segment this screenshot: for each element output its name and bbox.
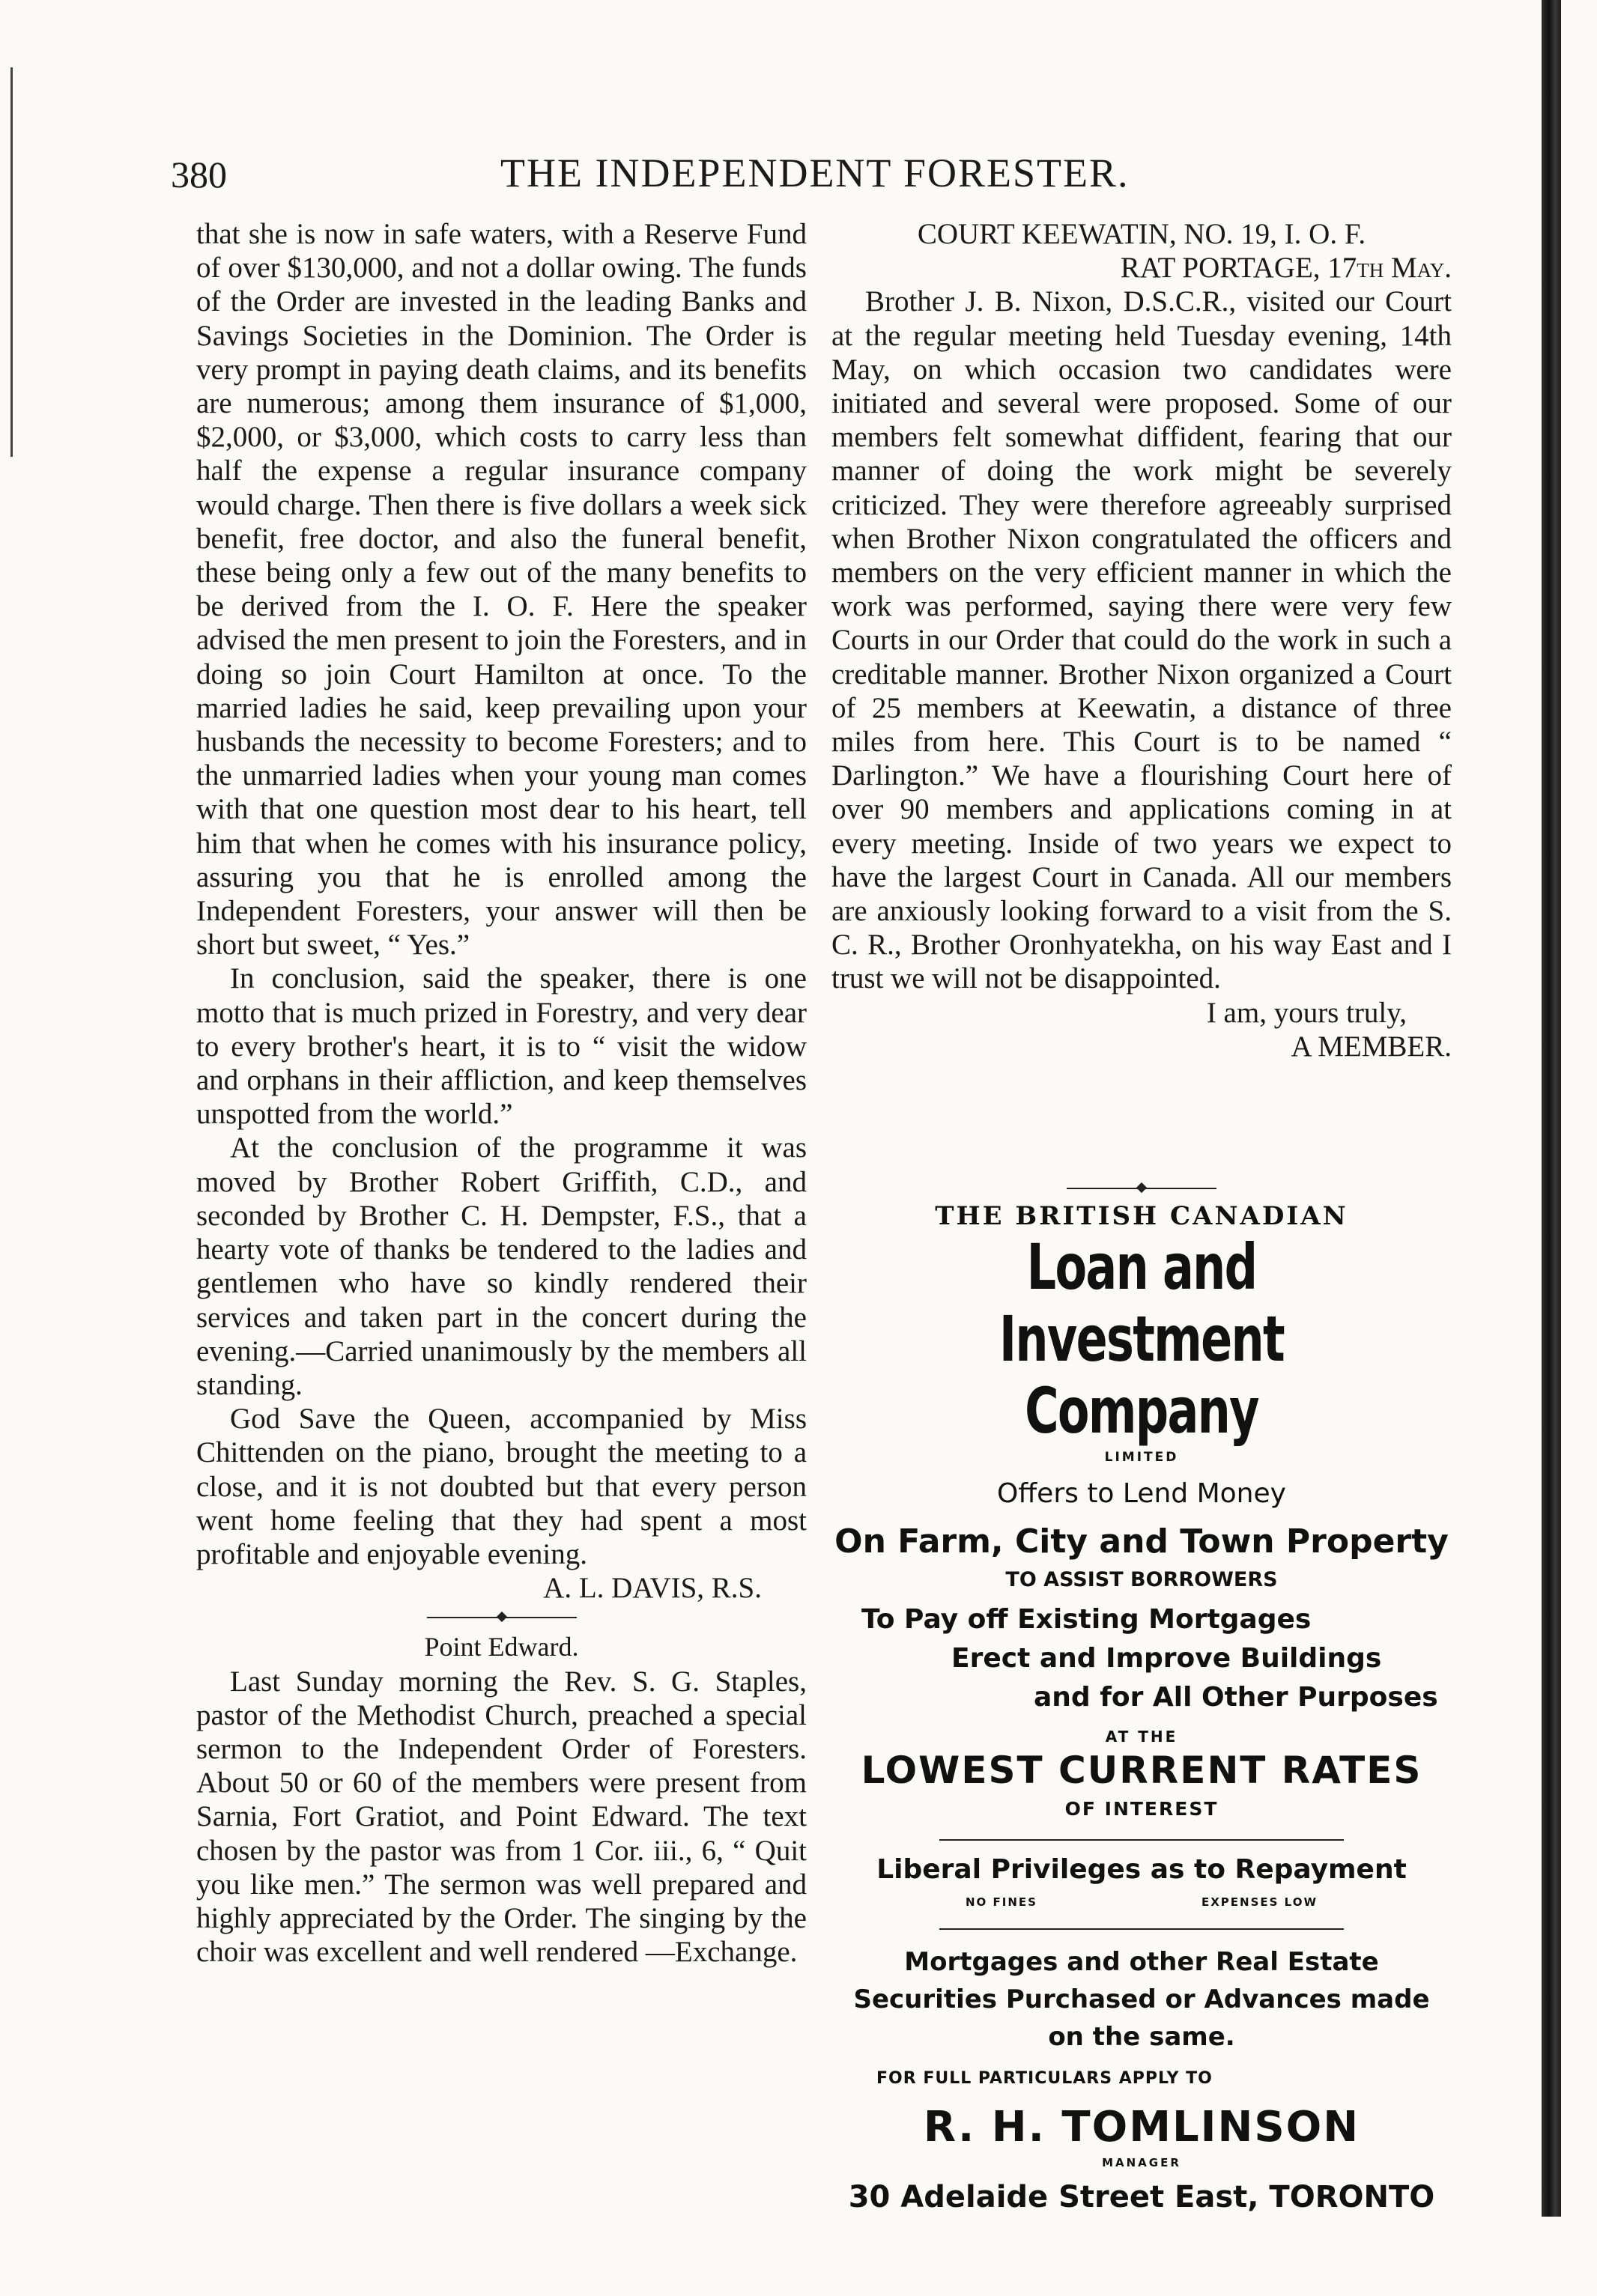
right-column	[831, 217, 1452, 1063]
ad-purpose-line: and for All Other Purposes	[1034, 1682, 1438, 1713]
paragraph: that she is now in safe waters, with a Reserve Fund of over $130,000, and not a dollar owing. The funds of the Order are invested in the leading Banks and Savings Societies in the Dominion. The Order is very prompt in paying death claims, and its benefits are numerous; among them insurance of $1,000, $2,000, or $3,000, which costs to carry less than half the expense a regular insurance company would charge. Then there is five dollars a week sick benefit, free doctor, and also the funeral benefit, these being only a few out of the many benefits to be derived from the I. O. F. Here the speaker advised the men present to join the Foresters, and in doing so join Court Hamilton at once. To the married ladies he said, keep prevailing upon your husbands the necessity to become Foresters; and to the unmarried ladies when your young man comes with that one question most dear to his heart, tell him that when he comes with his insurance policy, assuring you that he is enrolled among the Independent Foresters, your answer will then be short but sweet, “ Yes.”	[196, 218, 807, 962]
paragraph: At the conclusion of the programme it was moved by Brother Robert Griffith, C.D., and seconded by Brother C. H. Dempster, F.S., that a hearty vote of thanks be tendered to the ladies and gentlemen who have so kindly rendered their services and taken part in the concert during the evening.—Carried unanimously by the members all standing.	[196, 1132, 807, 1401]
ad-offers: Offers to Lend Money	[997, 1478, 1286, 1509]
paragraph: Last Sunday morning the Rev. S. G. Staples, pastor of the Methodist Church, preached a special sermon to the Independent Order of Foresters. About 50 or 60 of the members were present from Sarnia, Fort Gratiot, and Point Edward. The text chosen by the pastor was from 1 Cor. iii., 6, “ Quit you like men.” The sermon was well prepared and highly appreciated by the Order. The singing by the choir was excellent and well rendered —Exchange.	[196, 1665, 807, 1969]
section-heading: Point Edward.	[424, 1632, 579, 1662]
ad-apply: FOR FULL PARTICULARS APPLY TO	[876, 2069, 1213, 2088]
paragraph: God Save the Queen, accompanied by Miss Chittenden on the piano, brought the meeting to a close, and it is not doubted but that every person went home feeling that they had spent a most profitable and enjoyable evening.	[196, 1403, 807, 1570]
paragraph: In conclusion, said the speaker, there is one motto that is much prized in Forestry, and very dear to every brother's heart, it is to “ visit the widow and orphans in their affliction, and keep themselves unspotted from the world.”	[196, 962, 807, 1131]
loan-advertisement	[831, 1176, 1452, 2214]
ad-no-fines: NO FINES	[966, 1895, 1037, 1909]
ad-manager-name: R. H. TOMLINSON	[923, 2103, 1360, 2151]
signature: A MEMBER.	[1291, 1030, 1452, 1063]
divider	[196, 1605, 807, 1630]
ad-expenses-low: EXPENSES LOW	[1201, 1895, 1318, 1909]
ad-mortgages-line: Securities Purchased or Advances made	[853, 1984, 1430, 2014]
signature: A. L. DAVIS, R.S.	[543, 1572, 762, 1605]
divider	[831, 1176, 1452, 1201]
ad-company-line: THE BRITISH CANADIAN	[935, 1201, 1348, 1231]
ad-rates: LOWEST CURRENT RATES	[861, 1749, 1422, 1792]
ad-at-the: AT THE	[1105, 1728, 1178, 1746]
left-column	[196, 217, 807, 1969]
ad-of-interest: OF INTEREST	[1064, 1798, 1219, 1820]
page-number: 380	[171, 154, 227, 195]
ad-mortgages-line: Mortgages and other Real Estate	[904, 1947, 1379, 1977]
letter-closing: I am, yours truly,	[1206, 996, 1407, 1029]
scan-edge-right	[1542, 0, 1561, 2217]
dateline: RAT PORTAGE, 17th May.	[1120, 252, 1452, 285]
court-heading: COURT KEEWATIN, NO. 19, I. O. F.	[917, 218, 1366, 250]
ad-purpose-line: To Pay off Existing Mortgages	[861, 1604, 1312, 1635]
ad-mortgages-line: on the same.	[1048, 2022, 1235, 2052]
ad-title: Loan and Investment Company	[998, 1230, 1285, 1448]
ad-rule	[939, 1839, 1344, 1841]
ad-address: 30 Adelaide Street East, TORONTO	[848, 2180, 1435, 2214]
ad-manager-title: MANAGER	[1102, 2156, 1181, 2169]
scan-edge-left	[10, 67, 13, 457]
ad-limited: LIMITED	[1104, 1450, 1179, 1465]
ad-property: On Farm, City and Town Property	[834, 1522, 1449, 1561]
ad-purpose-line: Erect and Improve Buildings	[951, 1643, 1382, 1674]
page-header	[171, 150, 1474, 202]
ad-liberal: Liberal Privileges as to Repayment	[876, 1854, 1407, 1885]
letter-body: Brother J. B. Nixon, D.S.C.R., visited our Court at the regular meeting held Tuesday evening, 14th May, on which occasion two candidates were initiated and several were proposed. Some of our members felt somewhat diffident, fearing that our manner of doing the work might be severely criticized. They were therefore agreeably surprised when Brother Nixon congratulated the officers and members on the very efficient manner in which the work was performed, saying there were very few Courts in our Order that could do the work in such a creditable manner. Brother Nixon organized a Court of 25 members at Keewatin, a distance of three miles from here. This Court is to be named “ Darlington.” We have a flourishing Court here of over 90 members and applications coming in at every meeting. Inside of two years we expect to have the largest Court in Canada. All our members are anxiously looking forward to a visit from the S. C. R., Brother Oronhyatekha, on his way East and I trust we will not be disappointed.	[831, 285, 1452, 995]
ad-fines-row	[966, 1895, 1318, 1909]
ad-rule	[939, 1928, 1344, 1930]
running-title: THE INDEPENDENT FORESTER.	[500, 151, 1130, 195]
ad-assist: TO ASSIST BORROWERS	[1005, 1568, 1278, 1591]
